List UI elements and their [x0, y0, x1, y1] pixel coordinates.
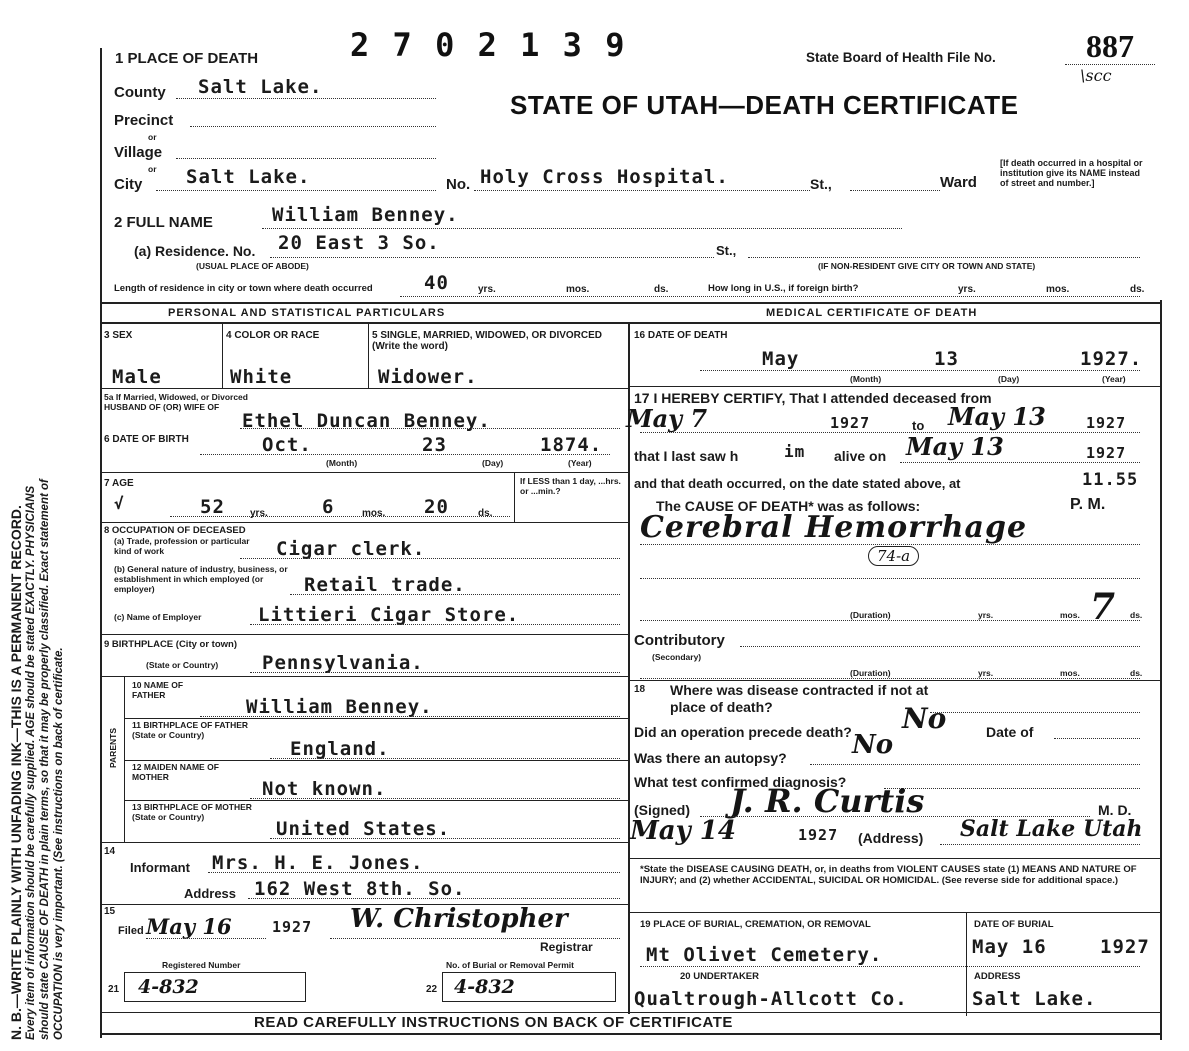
footer-instructions: READ CAREFULLY INSTRUCTIONS ON BACK OF CERTIFICATE — [254, 1014, 733, 1031]
physician-signature: J. R. Curtis — [730, 782, 925, 820]
father-bp-line — [270, 758, 620, 759]
residence-label: (a) Residence. No. — [134, 243, 256, 259]
age-label: 7 AGE — [104, 478, 134, 489]
or-1: or — [148, 132, 157, 142]
informant-address-line — [248, 898, 620, 899]
certificate-number: 2 7 0 2 1 3 9 — [350, 26, 627, 64]
permit-value: 4-832 — [454, 976, 515, 998]
signed-date: May 14 — [630, 816, 736, 846]
cause-label: The CAUSE OF DEATH* was as follows: — [656, 498, 921, 514]
file-no-label: State Board of Health File No. — [806, 50, 996, 65]
certificate-title: STATE OF UTAH—DEATH CERTIFICATE — [510, 90, 1019, 120]
attended-to-label: to — [912, 418, 925, 433]
full-name-label: 2 FULL NAME — [114, 214, 213, 231]
employer-label: (c) Name of Employer — [114, 612, 202, 622]
dod-year: 1927. — [1080, 348, 1143, 370]
precinct-label: Precinct — [114, 112, 174, 129]
cause-code: 74-a — [868, 546, 919, 566]
place-of-death-label: 1 PLACE OF DEATH — [115, 50, 259, 67]
sex-label: 3 SEX — [104, 330, 133, 341]
attended-to-year: 1927 — [1086, 414, 1127, 432]
color-label: 4 COLOR OR RACE — [226, 330, 320, 341]
duration-yrs-2: yrs. — [978, 668, 994, 678]
dod-year-label: (Year) — [1102, 374, 1126, 384]
st-label: St., — [810, 176, 832, 192]
employer-value: Littieri Cigar Store. — [258, 604, 520, 626]
alive-label: alive on — [834, 448, 887, 464]
employer-line — [250, 624, 620, 625]
duration-mos-1: mos. — [1060, 610, 1080, 620]
test-label: What test confirmed diagnosis? — [634, 774, 847, 790]
operation-value: No — [902, 702, 947, 735]
alive-line — [900, 462, 1140, 463]
operation-label: Did an operation precede death? — [634, 724, 852, 740]
q18-number: 18 — [634, 684, 646, 695]
age-mos: mos. — [362, 508, 386, 519]
length-years-value: 40 — [424, 272, 449, 294]
marital-value: Widower. — [378, 366, 478, 388]
row-cause-rule — [628, 680, 1160, 681]
father-value: William Benney. — [246, 696, 433, 718]
city-value: Salt Lake. — [186, 166, 311, 188]
county-label: County — [114, 84, 166, 101]
registrar-signature: W. Christopher — [350, 904, 568, 934]
color-value: White — [230, 366, 293, 388]
row-bp-rule — [100, 676, 628, 677]
contracted-label: Where was disease contracted if not at place of death? — [670, 682, 929, 715]
attended-line — [640, 432, 1140, 433]
row-3-rule — [100, 388, 628, 389]
md-label: M. D. — [1098, 802, 1132, 818]
time-pm: P. M. — [1070, 496, 1106, 513]
dob-month: Oct. — [262, 434, 312, 456]
birthplace-line — [250, 672, 620, 673]
burial-year-value: 1927 — [1100, 936, 1150, 958]
file-no-line — [1065, 64, 1155, 65]
cause-value: Cerebral Hemorrhage — [640, 510, 1028, 545]
mother-value: Not known. — [262, 778, 387, 800]
dod-day: 13 — [934, 348, 959, 370]
row-footnote-rule — [628, 912, 1160, 913]
filed-date: May 16 — [146, 914, 232, 939]
filed-line — [146, 938, 266, 939]
attended-to-date: May 13 — [948, 402, 1046, 431]
alive-year: 1927 — [1086, 444, 1127, 462]
contributory-label: Contributory — [634, 632, 725, 649]
dob-year-label: (Year) — [568, 458, 592, 468]
spouse-line — [240, 428, 620, 429]
residence-st-label: St., — [716, 243, 737, 258]
row-dod-rule — [628, 386, 1160, 387]
duration-mos-2: mos. — [1060, 668, 1080, 678]
row-occ-rule — [100, 634, 628, 635]
usual-abode-label: (USUAL PLACE OF ABODE) — [196, 261, 309, 271]
occupation-line — [240, 558, 620, 559]
file-number: 887 — [1086, 28, 1134, 64]
informant-value: Mrs. H. E. Jones. — [212, 852, 424, 874]
duration-label-2: (Duration) — [850, 668, 891, 678]
age-months: 6 — [322, 496, 335, 518]
duration-days: 7 — [1090, 586, 1116, 628]
spouse-value: Ethel Duncan Benney. — [242, 410, 491, 432]
full-name-value: William Benney. — [272, 204, 459, 226]
dod-line — [700, 370, 1140, 371]
dob-label: 6 DATE OF BIRTH — [104, 434, 189, 445]
permit-label: No. of Burial or Removal Permit — [446, 960, 574, 970]
father-line — [200, 716, 620, 717]
margin-line-4: OCCUPATION is very important. (See instructions on back of certificate. — [53, 647, 65, 1040]
ward-note: [If death occurred in a hospital or institution give its NAME instead of street and number.] — [1000, 158, 1143, 188]
filed-year: 1927 — [272, 918, 313, 936]
county-value: Salt Lake. — [198, 76, 323, 98]
father-label: 10 NAME OF FATHER — [132, 680, 184, 700]
signed-label: (Signed) — [634, 802, 690, 818]
father-birthplace-label: 11 BIRTHPLACE OF FATHER (State or Country) — [132, 720, 249, 740]
city-label: City — [114, 176, 143, 193]
village-line — [176, 158, 436, 159]
death-time: 11.55 — [1082, 470, 1139, 490]
row-signed-rule — [628, 858, 1160, 859]
section-top-rule — [100, 302, 1160, 304]
row-mbp-rule — [100, 842, 628, 843]
burial-place-label: 19 PLACE OF BURIAL, CREMATION, OR REMOVAL — [640, 919, 871, 930]
attended-from-year: 1927 — [830, 414, 871, 432]
mother-line — [250, 798, 620, 799]
registered-number-label: Registered Number — [162, 960, 241, 970]
address-line — [474, 190, 810, 191]
us-mos: mos. — [1046, 284, 1070, 295]
informant-address-value: 162 West 8th. So. — [254, 878, 466, 900]
last-saw-label: that I last saw h — [634, 448, 739, 464]
sex-value: Male — [112, 366, 162, 388]
village-label: Village — [114, 144, 163, 161]
dod-month-label: (Month) — [850, 374, 882, 384]
sex-divider — [222, 322, 223, 388]
undertaker-address-value: Salt Lake. — [972, 988, 1097, 1010]
margin-instructions — [8, 60, 66, 1040]
address-value: Holy Cross Hospital. — [480, 166, 729, 188]
age-less-divider — [514, 472, 515, 522]
county-line — [176, 98, 436, 99]
birthplace-value: Pennsylvania. — [262, 652, 424, 674]
us-residence-label: How long in U.S., if foreign birth? — [708, 283, 859, 294]
dod-day-label: (Day) — [998, 374, 1020, 384]
father-birthplace-value: England. — [290, 738, 390, 760]
burial-date-value: May 16 — [972, 936, 1047, 958]
dob-year: 1874. — [540, 434, 603, 456]
autopsy-label: Was there an autopsy? — [634, 750, 787, 766]
undertaker-address-label: ADDRESS — [974, 971, 1021, 982]
filed-number: 15 — [104, 906, 116, 917]
informant-number: 14 — [104, 846, 116, 857]
city-line — [156, 190, 436, 191]
ward-label: Ward — [940, 174, 977, 191]
row-father-rule — [124, 718, 628, 719]
dob-month-label: (Month) — [326, 458, 358, 468]
duration-ds-2: ds. — [1130, 668, 1143, 678]
personal-header: PERSONAL AND STATISTICAL PARTICULARS — [168, 307, 446, 319]
frame-right — [1160, 300, 1162, 1040]
contracted-line — [930, 712, 1140, 713]
undertaker-value: Qualtrough-Allcott Co. — [634, 988, 908, 1010]
burial-date-label: DATE OF BURIAL — [974, 919, 1054, 930]
age-years: 52 — [200, 496, 225, 518]
cause-line-2 — [640, 578, 1140, 579]
no-label: No. — [446, 176, 471, 193]
last-saw-him: im — [784, 442, 806, 461]
signed-address-label: (Address) — [858, 830, 924, 846]
row-dob-rule — [100, 472, 628, 473]
medical-header: MEDICAL CERTIFICATE OF DEATH — [766, 307, 978, 319]
section-header-rule — [100, 322, 1160, 324]
nonresident-label: (IF NON-RESIDENT GIVE CITY OR TOWN AND STATE) — [818, 261, 1036, 271]
length-ds: ds. — [654, 284, 669, 295]
file-note: \scc — [1080, 66, 1112, 85]
registrar-label: Registrar — [540, 940, 593, 954]
attended-from-date: May 7 — [626, 404, 708, 433]
dod-label: 16 DATE OF DEATH — [634, 330, 728, 341]
undertaker-label: 20 UNDERTAKER — [680, 971, 760, 982]
occupation-a-label: (a) Trade, profession or particular kind of work — [114, 536, 250, 556]
length-residence-label: Length of residence in city or town where death occurred — [114, 283, 373, 294]
parents-label: PARENTS — [108, 728, 118, 768]
dob-day: 23 — [422, 434, 447, 456]
date-of-label: Date of — [986, 724, 1034, 740]
age-check: √ — [114, 494, 125, 513]
marital-label: 5 SINGLE, MARRIED, WIDOWED, OR DIVORCED (Write the word) — [372, 330, 603, 352]
mother-bp-line — [270, 838, 620, 839]
margin-line-1: N. B.—WRITE PLAINLY WITH UNFADING INK—THIS IS A PERMANENT RECORD. — [8, 505, 24, 1040]
full-name-line — [262, 228, 902, 229]
occupation-label: 8 OCCUPATION OF DECEASED — [104, 525, 246, 536]
cause-footnote: *State the DISEASE CAUSING DEATH, or, in deaths from VIOLENT CAUSES state (1) MEANS AND NATURE OF INJURY; and (2) whether ACCIDENTAL, SUICIDAL OR HOMICIDAL. (See reverse side for additional space.) — [640, 864, 1137, 886]
filed-label: Filed — [118, 925, 144, 937]
burial-line — [640, 966, 1140, 967]
length-mos: mos. — [566, 284, 590, 295]
row-bottom-rule — [100, 1012, 1160, 1013]
duration-line-1 — [640, 620, 1140, 621]
ward-line — [850, 190, 940, 191]
margin-line-3: should state CAUSE OF DEATH in plain terms, so that it may be properly classified. Exact statement of — [39, 479, 51, 1040]
date-of-line — [1054, 738, 1140, 739]
dob-line — [200, 454, 610, 455]
occurred-label: and that death occurred, on the date stated above, at — [634, 476, 961, 491]
mother-label: 12 MAIDEN NAME OF MOTHER — [132, 762, 219, 782]
secondary-label: (Secondary) — [652, 652, 702, 662]
row-fbp-rule — [124, 760, 628, 761]
margin-line-2: Every item of information should be carefully supplied. AGE should be stated EXACTLY. PHYSICIANS — [25, 485, 37, 1040]
parents-column-divider — [124, 676, 125, 842]
alive-date: May 13 — [906, 432, 1004, 461]
duration-yrs-1: yrs. — [978, 610, 994, 620]
informant-address-label: Address — [184, 886, 237, 901]
registrar-line — [330, 938, 620, 939]
registered-number-value: 4-832 — [138, 976, 199, 998]
birthplace-state-label: (State or Country) — [146, 660, 219, 670]
duration-ds-1: ds. — [1130, 610, 1143, 620]
autopsy-value: No — [852, 730, 894, 760]
color-divider — [368, 322, 369, 388]
row-mother-rule — [124, 800, 628, 801]
burial-place-value: Mt Olivet Cemetery. — [646, 944, 883, 966]
frame-left — [100, 48, 102, 1038]
row-age-rule — [100, 522, 628, 523]
occupation-b-label: (b) General nature of industry, business, or establishment in which employed (or employer) — [114, 564, 288, 594]
n22-label: 22 — [426, 984, 438, 995]
us-yrs: yrs. — [958, 284, 976, 295]
us-ds: ds. — [1130, 284, 1145, 295]
n21-label: 21 — [108, 984, 120, 995]
residence-line — [270, 257, 714, 258]
spouse-label: 5a If Married, Widowed, or Divorced HUSBAND OF (OR) WIFE OF — [104, 392, 248, 412]
industry-value: Retail trade. — [304, 574, 466, 596]
signed-year: 1927 — [798, 826, 839, 844]
signed-address-line — [940, 844, 1140, 845]
duration-line-2 — [640, 678, 1140, 679]
certify-label: 17 I HEREBY CERTIFY, That I attended deceased from — [634, 390, 992, 406]
physician-address: Salt Lake Utah — [960, 816, 1143, 842]
dod-month: May — [762, 348, 800, 370]
age-ds: ds. — [478, 508, 493, 519]
length-line — [400, 296, 1140, 297]
residence-value: 20 East 3 So. — [278, 232, 440, 254]
dob-day-label: (Day) — [482, 458, 504, 468]
residence-city-line — [748, 257, 1140, 258]
birthplace-label: 9 BIRTHPLACE (City or town) — [104, 639, 237, 650]
duration-label-1: (Duration) — [850, 610, 891, 620]
contributory-line — [740, 646, 1140, 647]
mother-birthplace-label: 13 BIRTHPLACE OF MOTHER (State or Country) — [132, 802, 252, 822]
autopsy-line — [810, 764, 1140, 765]
frame-bottom — [100, 1033, 1160, 1035]
informant-line — [208, 872, 620, 873]
informant-label: Informant — [130, 860, 190, 875]
cause-line — [640, 544, 1140, 545]
less-than-label: If LESS than 1 day, ...hrs. or ...min.? — [520, 476, 621, 496]
industry-line — [290, 594, 620, 595]
or-2: or — [148, 164, 157, 174]
age-yrs: yrs. — [250, 508, 268, 519]
length-yrs: yrs. — [478, 284, 496, 295]
age-days: 20 — [424, 496, 449, 518]
occupation-value: Cigar clerk. — [276, 538, 426, 560]
age-line — [170, 516, 510, 517]
burial-divider — [966, 912, 967, 1016]
mother-birthplace-value: United States. — [276, 818, 451, 840]
precinct-line — [190, 126, 436, 127]
